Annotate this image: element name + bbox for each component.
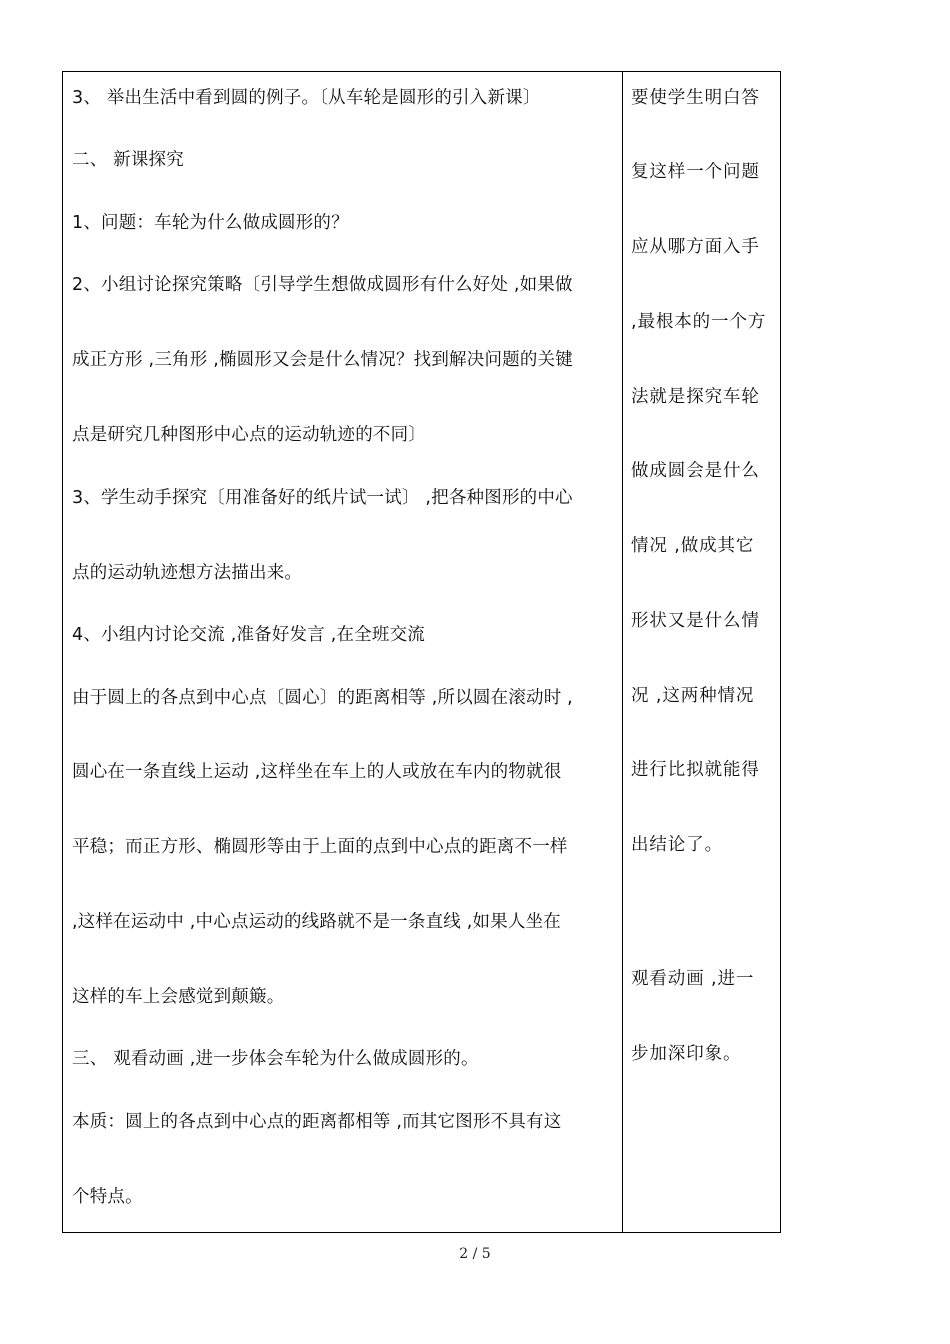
side-note-line: 做成圆会是什么: [631, 461, 760, 481]
side-note-line: 应从哪方面入手: [631, 237, 760, 257]
page-number: 2 / 5: [459, 1246, 491, 1262]
main-line: 1、问题：车轮为什么做成圆形的？: [72, 213, 349, 233]
main-line: 平稳；而正方形、椭圆形等由于上面的点到中心点的距离不一样: [72, 837, 568, 857]
main-line: 点的运动轨迹想方法描出来。: [72, 563, 303, 583]
main-line: 成正方形 ,三角形 ,椭圆形又会是什么情况？找到解决问题的关键: [72, 350, 573, 370]
main-line: 4、小组内讨论交流 ,准备好发言 ,在全班交流: [72, 625, 425, 645]
side-note-line: 出结论了。: [631, 835, 723, 855]
side-note-line: ,最根本的一个方: [631, 312, 767, 332]
section-heading: 三、 观看动画 ,进一步体会车轮为什么做成圆形的。: [72, 1049, 479, 1069]
main-line: 这样的车上会感觉到颠簸。: [72, 987, 285, 1007]
side-note-line: 法就是探究车轮: [631, 387, 760, 407]
side-note-line: 进行比拟就能得: [631, 760, 760, 780]
column-divider: [622, 71, 623, 1233]
main-line: 点是研究几种图形中心点的运动轨迹的不同〕: [72, 425, 426, 445]
main-line: ,这样在运动中 ,中心点运动的线路就不是一条直线 ,如果人坐在: [72, 912, 562, 932]
main-line: 圆心在一条直线上运动 ,这样坐在车上的人或放在车内的物就很: [72, 762, 562, 782]
main-line: 3、学生动手探究〔用准备好的纸片试一试〕 ,把各种图形的中心: [72, 488, 573, 508]
main-line: 本质：圆上的各点到中心点的距离都相等 ,而其它图形不具有这: [72, 1112, 562, 1132]
main-line: 2、小组讨论探究策略〔引导学生想做成圆形有什么好处 ,如果做: [72, 275, 573, 295]
main-line: 个特点。: [72, 1187, 143, 1207]
main-line: 3、 举出生活中看到圆的例子。〔从车轮是圆形的引入新课〕: [72, 88, 541, 108]
side-note-line: 形状又是什么情: [631, 611, 760, 631]
side-note-line: 步加深印象。: [631, 1044, 742, 1064]
side-note-line: 复这样一个问题: [631, 162, 760, 182]
side-note-line: 观看动画 ,进一: [631, 969, 755, 989]
side-note-line: 要使学生明白答: [631, 88, 760, 108]
side-note-line: 况 ,这两种情况: [631, 686, 755, 706]
side-note-line: 情况 ,做成其它: [631, 536, 755, 556]
section-heading: 二、 新课探究: [72, 150, 184, 170]
main-line: 由于圆上的各点到中心点〔圆心〕的距离相等 ,所以圆在滚动时 ,: [72, 688, 573, 708]
